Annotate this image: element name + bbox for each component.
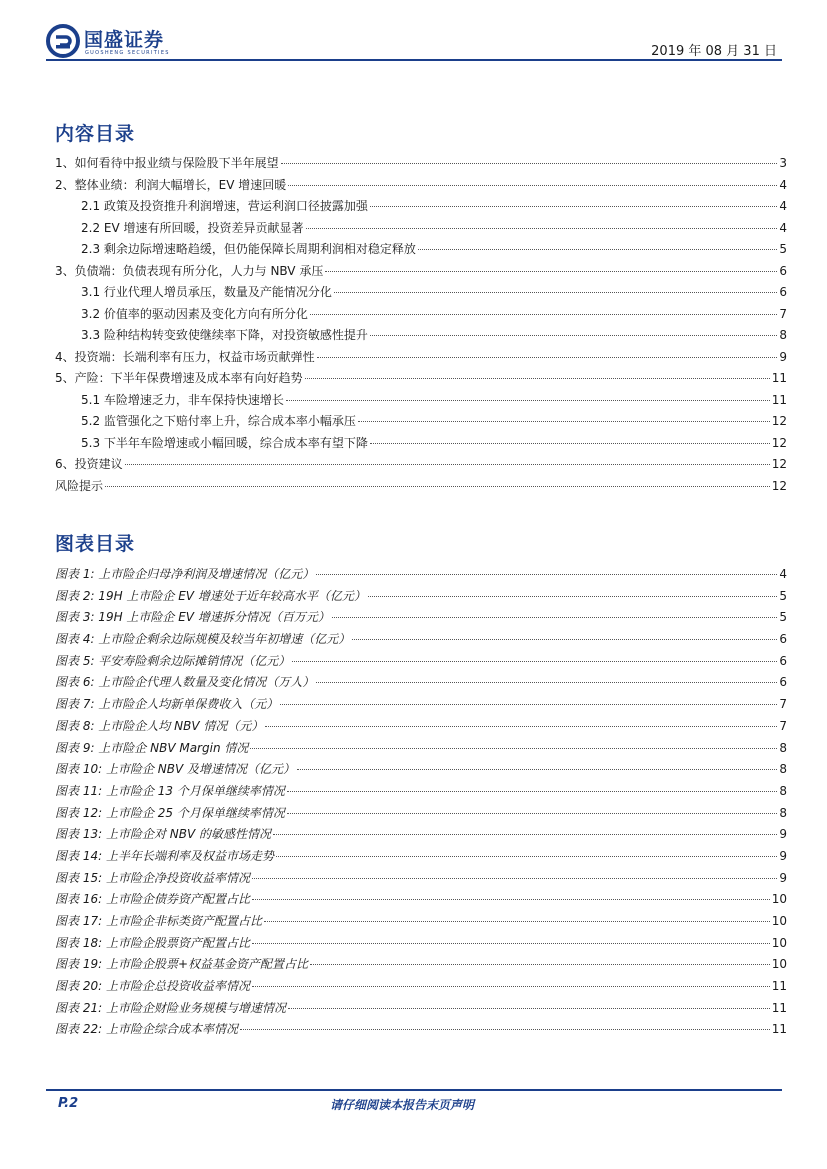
dot-leader <box>370 443 770 444</box>
entry-title: 5.3 下半年车险增速或小幅回暖，综合成本率有望下降 <box>81 435 368 450</box>
entry-title: 图表 6: 上市险企代理人数量及变化情况（万人） <box>55 675 315 690</box>
dot-leader <box>125 464 770 465</box>
entry-page: 3 <box>779 156 787 170</box>
entry-title: 图表 21: 上市险企财险业务规模与增速情况 <box>55 1000 286 1015</box>
figure-entry[interactable] <box>55 804 787 826</box>
dot-leader <box>310 314 777 315</box>
page-header <box>0 0 827 62</box>
entry-title: 2、整体业绩：利润大幅增长，EV 增速回暖 <box>55 177 287 192</box>
entry-title: 3.3 险种结构转变致使继续率下降，对投资敏感性提升 <box>81 328 368 342</box>
entry-title: 图表 12: 上市险企 25 个月保单继续率情况 <box>55 805 285 820</box>
dot-leader <box>358 421 770 422</box>
toc-entry[interactable] <box>55 434 787 456</box>
entry-page: 7 <box>779 697 787 712</box>
entry-page: 7 <box>779 718 787 733</box>
dot-leader <box>287 813 778 814</box>
dot-leader <box>252 878 777 879</box>
dot-leader <box>317 357 778 358</box>
entry-title: 2.2 EV 增速有所回暖，投资差异贡献显著 <box>81 220 304 235</box>
entry-title: 1、如何看待中报业绩与保险股下半年展望 <box>55 156 279 170</box>
entry-title: 2.3 剩余边际增速略趋缓，但仍能保障长周期利润相对稳定释放 <box>81 242 416 256</box>
entry-title: 图表 17: 上市险企非标类资产配置占比 <box>55 914 262 928</box>
entry-page: 9 <box>779 848 787 863</box>
entry-page: 5 <box>779 610 787 625</box>
entry-page: 11 <box>771 1022 787 1037</box>
entry-title: 3.2 价值率的驱动因素及变化方向有所分化 <box>81 306 308 321</box>
entry-page: 8 <box>779 740 787 755</box>
toc-title: 内容目录 <box>55 123 136 145</box>
brand-subtitle: GUOSHENG SECURITIES <box>85 50 170 56</box>
entry-title: 6、投资建议 <box>55 457 123 471</box>
entry-title: 图表 4: 上市险企剩余边际规模及较当年初增速（亿元） <box>55 632 351 647</box>
entry-title: 图表 20: 上市险企总投资收益率情况 <box>55 979 250 994</box>
entry-title: 图表 13: 上市险企对 NBV 的敏感性情况 <box>55 827 271 842</box>
entry-page: 4 <box>779 177 787 192</box>
entry-title: 4、投资端：长端利率有压力，权益市场贡献弹性 <box>55 349 315 364</box>
entry-page: 5 <box>779 242 787 256</box>
figure-entry[interactable] <box>55 1020 787 1042</box>
dot-leader <box>288 185 777 186</box>
toc-entry[interactable] <box>55 348 787 370</box>
entry-page: 12 <box>771 435 787 450</box>
dot-leader <box>252 986 770 987</box>
dot-leader <box>370 335 777 336</box>
entry-page: 11 <box>771 979 787 994</box>
dot-leader <box>252 943 770 944</box>
brand-name: 国盛证券 <box>84 29 165 51</box>
figure-entry[interactable] <box>55 999 787 1021</box>
entry-page: 6 <box>779 653 787 668</box>
entry-page: 4 <box>779 199 787 213</box>
dot-leader <box>310 964 770 965</box>
dot-leader <box>305 378 770 379</box>
dot-leader <box>332 617 778 618</box>
disclaimer-note: 请仔细阅读本报告末页声明 <box>330 1098 475 1112</box>
entry-page: 8 <box>779 328 787 342</box>
dot-leader <box>280 704 777 705</box>
entry-page: 11 <box>771 392 787 407</box>
entry-page: 8 <box>779 783 787 798</box>
entry-page: 10 <box>771 914 787 928</box>
entry-title: 风险提示 <box>55 478 104 493</box>
entry-page: 6 <box>779 285 787 299</box>
company-logo <box>46 24 196 60</box>
toc-entry[interactable] <box>55 197 787 219</box>
dot-leader <box>276 856 777 857</box>
entry-page: 12 <box>771 457 787 471</box>
dot-leader <box>286 400 770 401</box>
toc-entry[interactable] <box>55 283 787 305</box>
dot-leader <box>306 228 778 229</box>
entry-title: 图表 11: 上市险企 13 个月保单继续率情况 <box>55 783 285 798</box>
figure-entry[interactable] <box>55 912 787 934</box>
entry-title: 图表 8: 上市险企人均 NBV 情况（元） <box>55 718 264 733</box>
entry-page: 12 <box>771 478 787 493</box>
figure-entry[interactable] <box>55 739 787 761</box>
entry-page: 10 <box>771 935 787 950</box>
toc-entry[interactable] <box>55 176 787 198</box>
dot-leader <box>418 249 777 250</box>
entry-title: 图表 10: 上市险企 NBV 及增速情况（亿元） <box>55 762 295 777</box>
toc-entry[interactable] <box>55 412 787 434</box>
dot-leader <box>250 748 777 749</box>
entry-page: 10 <box>771 957 787 972</box>
dot-leader <box>292 661 777 662</box>
dot-leader <box>252 899 770 900</box>
entry-page: 4 <box>779 220 787 235</box>
entry-page: 7 <box>779 306 787 321</box>
dot-leader <box>325 271 777 272</box>
entry-title: 图表 2: 19H 上市险企 EV 增速处于近年较高水平（亿元） <box>55 588 366 603</box>
entry-page: 8 <box>779 805 787 820</box>
toc-list <box>55 154 787 498</box>
entry-title: 图表 22: 上市险企综合成本率情况 <box>55 1022 238 1037</box>
dot-leader <box>352 639 777 640</box>
figure-entry[interactable] <box>55 782 787 804</box>
logo-mark-icon <box>46 24 80 58</box>
entry-title: 图表 5: 平安寿险剩余边际摊销情况（亿元） <box>55 653 291 668</box>
figure-entry[interactable] <box>55 565 787 587</box>
dot-leader <box>264 921 770 922</box>
page-number: P.2 <box>58 1096 79 1111</box>
figure-index-list <box>55 565 787 1042</box>
entry-page: 8 <box>779 762 787 777</box>
figure-entry[interactable] <box>55 630 787 652</box>
entry-title: 图表 1: 上市险企归母净利润及增速情况（亿元） <box>55 567 315 581</box>
entry-title: 3.1 行业代理人增员承压，数量及产能情况分化 <box>81 285 332 299</box>
toc-entry[interactable] <box>55 391 787 413</box>
toc-entry[interactable] <box>55 326 787 348</box>
entry-title: 图表 19: 上市险企股票+权益基金资产配置占比 <box>55 957 308 972</box>
entry-title: 5.2 监管强化之下赔付率上升，综合成本率小幅承压 <box>81 414 356 428</box>
figure-entry[interactable] <box>55 934 787 956</box>
toc-entry[interactable] <box>55 305 787 327</box>
figure-index-title: 图表目录 <box>55 533 136 555</box>
figure-entry[interactable] <box>55 825 787 847</box>
toc-entry[interactable] <box>55 240 787 262</box>
figure-entry[interactable] <box>55 955 787 977</box>
entry-page: 5 <box>779 588 787 603</box>
toc-entry[interactable] <box>55 219 787 241</box>
dot-leader <box>368 596 778 597</box>
entry-title: 图表 14: 上半年长端利率及权益市场走势 <box>55 848 274 863</box>
figure-entry[interactable] <box>55 869 787 891</box>
entry-page: 12 <box>771 414 787 428</box>
entry-page: 6 <box>779 632 787 647</box>
report-date: 2019 年 08 月 31 日 <box>651 44 777 59</box>
dot-leader <box>265 726 777 727</box>
entry-title: 图表 18: 上市险企股票资产配置占比 <box>55 935 250 950</box>
dot-leader <box>316 682 777 683</box>
dot-leader <box>273 834 777 835</box>
entry-page: 10 <box>771 892 787 907</box>
entry-page: 11 <box>771 371 787 385</box>
header-divider <box>46 59 782 61</box>
figure-entry[interactable] <box>55 847 787 869</box>
entry-title: 图表 16: 上市险企债券资产配置占比 <box>55 892 250 907</box>
entry-page: 6 <box>779 675 787 690</box>
entry-page: 9 <box>779 870 787 885</box>
dot-leader <box>240 1029 770 1030</box>
dot-leader <box>287 791 778 792</box>
entry-page: 4 <box>779 567 787 581</box>
entry-title: 图表 9: 上市险企 NBV Margin 情况 <box>55 740 249 755</box>
entry-title: 2.1 政策及投资推升利润增速，营运利润口径披露加强 <box>81 199 368 213</box>
dot-leader <box>370 206 777 207</box>
figure-entry[interactable] <box>55 587 787 609</box>
figure-entry[interactable] <box>55 977 787 999</box>
dot-leader <box>297 769 777 770</box>
entry-title: 5、产险：下半年保费增速及成本率有向好趋势 <box>55 371 303 385</box>
figure-entry[interactable] <box>55 890 787 912</box>
entry-page: 9 <box>779 827 787 842</box>
toc-entry[interactable] <box>55 154 787 176</box>
entry-title: 图表 3: 19H 上市险企 EV 增速拆分情况（百万元） <box>55 610 330 625</box>
toc-entry[interactable] <box>55 369 787 391</box>
entry-title: 图表 7: 上市险企人均新单保费收入（元） <box>55 697 279 712</box>
dot-leader <box>105 486 770 487</box>
entry-title: 5.1 车险增速乏力，非车保持快速增长 <box>81 392 284 407</box>
toc-entry[interactable] <box>55 455 787 477</box>
entry-page: 6 <box>779 263 787 278</box>
dot-leader <box>288 1008 770 1009</box>
figure-entry[interactable] <box>55 608 787 630</box>
figure-entry[interactable] <box>55 695 787 717</box>
figure-entry[interactable] <box>55 673 787 695</box>
figure-entry[interactable] <box>55 717 787 739</box>
entry-title: 3、负债端：负债表现有所分化，人力与 NBV 承压 <box>55 263 324 278</box>
entry-page: 9 <box>779 349 787 364</box>
footer-divider <box>46 1089 782 1091</box>
dot-leader <box>334 292 777 293</box>
toc-entry[interactable] <box>55 262 787 284</box>
figure-entry[interactable] <box>55 652 787 674</box>
dot-leader <box>316 574 777 575</box>
toc-entry[interactable] <box>55 477 787 499</box>
entry-title: 图表 15: 上市险企净投资收益率情况 <box>55 870 250 885</box>
dot-leader <box>281 163 778 164</box>
entry-page: 11 <box>771 1000 787 1015</box>
figure-entry[interactable] <box>55 760 787 782</box>
